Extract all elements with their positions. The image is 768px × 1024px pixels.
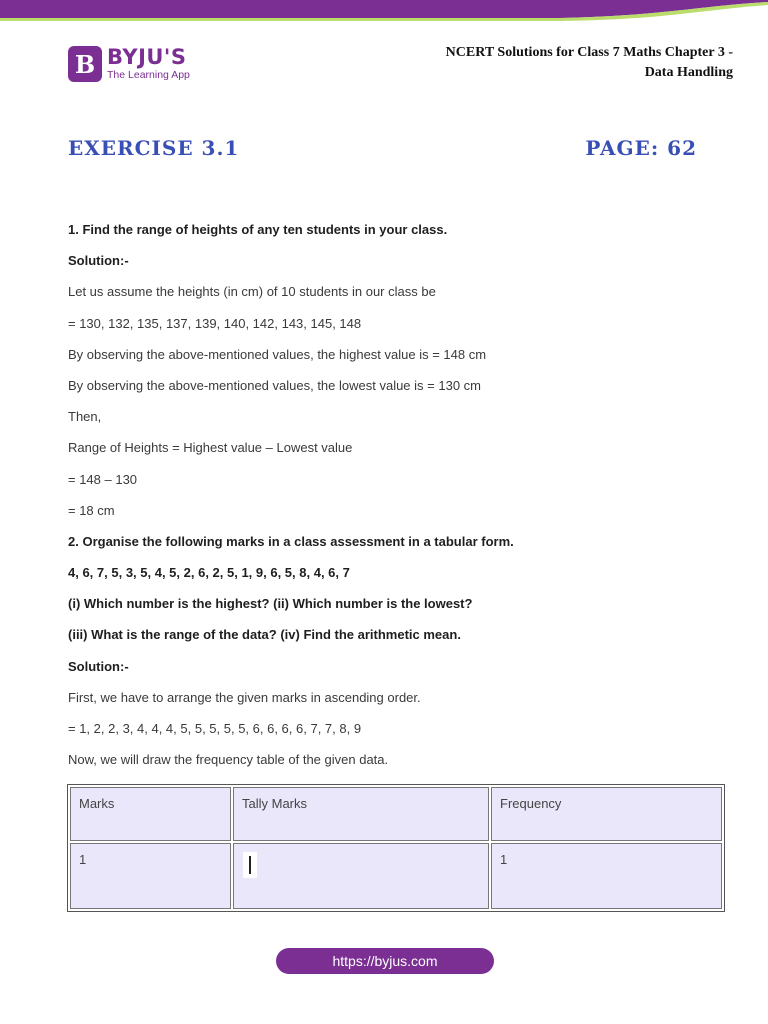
text-line: 2. Organise the following marks in a class assessment in a tabular form.: [68, 533, 514, 549]
text-line: Now, we will draw the frequency table of the given data.: [68, 752, 389, 768]
column-header-marks: Marks: [70, 787, 231, 841]
logo-tagline: The Learning App: [107, 69, 190, 82]
cell-frequency: 1: [491, 843, 722, 909]
text-line: Then,: [68, 409, 102, 425]
cell-marks: 1: [70, 843, 231, 909]
text-line: 1. Find the range of heights of any ten students in your class.: [68, 222, 448, 237]
text-line: = 130, 132, 135, 137, 139, 140, 142, 143, 145, 148: [68, 315, 362, 331]
frequency-table: [67, 784, 725, 912]
exercise-heading: EXERCISE 3.1: [68, 136, 240, 160]
top-banner: [0, 0, 768, 22]
solution-body: [68, 219, 728, 780]
cell-tally: [233, 843, 489, 909]
text-line: Range of Heights = Highest value – Lowest value: [68, 440, 353, 456]
page-number: PAGE: 62: [585, 136, 697, 160]
text-line: = 1, 2, 2, 3, 4, 4, 4, 5, 5, 5, 5, 5, 6, 6, 6, 6, 7, 7, 8, 9: [68, 721, 362, 736]
document-title-line2: Data Handling: [644, 65, 733, 80]
byjus-logo: [68, 46, 190, 82]
column-header-frequency: Frequency: [491, 787, 722, 841]
text-line: = 148 – 130: [68, 471, 138, 487]
column-header-tally: Tally Marks: [233, 787, 489, 841]
text-line: By observing the above-mentioned values, the highest value is = 148 cm: [68, 346, 487, 362]
table-header-row: [70, 787, 722, 841]
footer-url-link[interactable]: https://byjus.com: [276, 948, 494, 974]
table-row: [70, 843, 722, 909]
tally-stroke: [249, 856, 251, 874]
text-line: Solution:-: [68, 253, 129, 269]
text-line: By observing the above-mentioned values, the lowest value is = 130 cm: [68, 377, 481, 393]
document-title-line1: NCERT Solutions for Class 7 Maths Chapter 3 -: [445, 45, 733, 60]
text-line: Solution:-: [68, 658, 129, 674]
text-line: First, we have to arrange the given marks in ascending order.: [68, 689, 421, 705]
logo-name: BYJU'S: [107, 45, 187, 70]
document-title: [446, 43, 733, 83]
text-line: Let us assume the heights (in cm) of 10 students in our class be: [68, 284, 436, 300]
text-line: (i) Which number is the highest? (ii) Which number is the lowest?: [68, 596, 473, 612]
text-line: 4, 6, 7, 5, 3, 5, 4, 5, 2, 6, 2, 5, 1, 9, 6, 5, 8, 4, 6, 7: [68, 565, 350, 581]
text-line: = 18 cm: [68, 502, 115, 518]
tally-marks: [243, 852, 257, 878]
logo-mark: B: [68, 46, 102, 82]
text-line: (iii) What is the range of the data? (iv) Find the arithmetic mean.: [68, 627, 461, 643]
